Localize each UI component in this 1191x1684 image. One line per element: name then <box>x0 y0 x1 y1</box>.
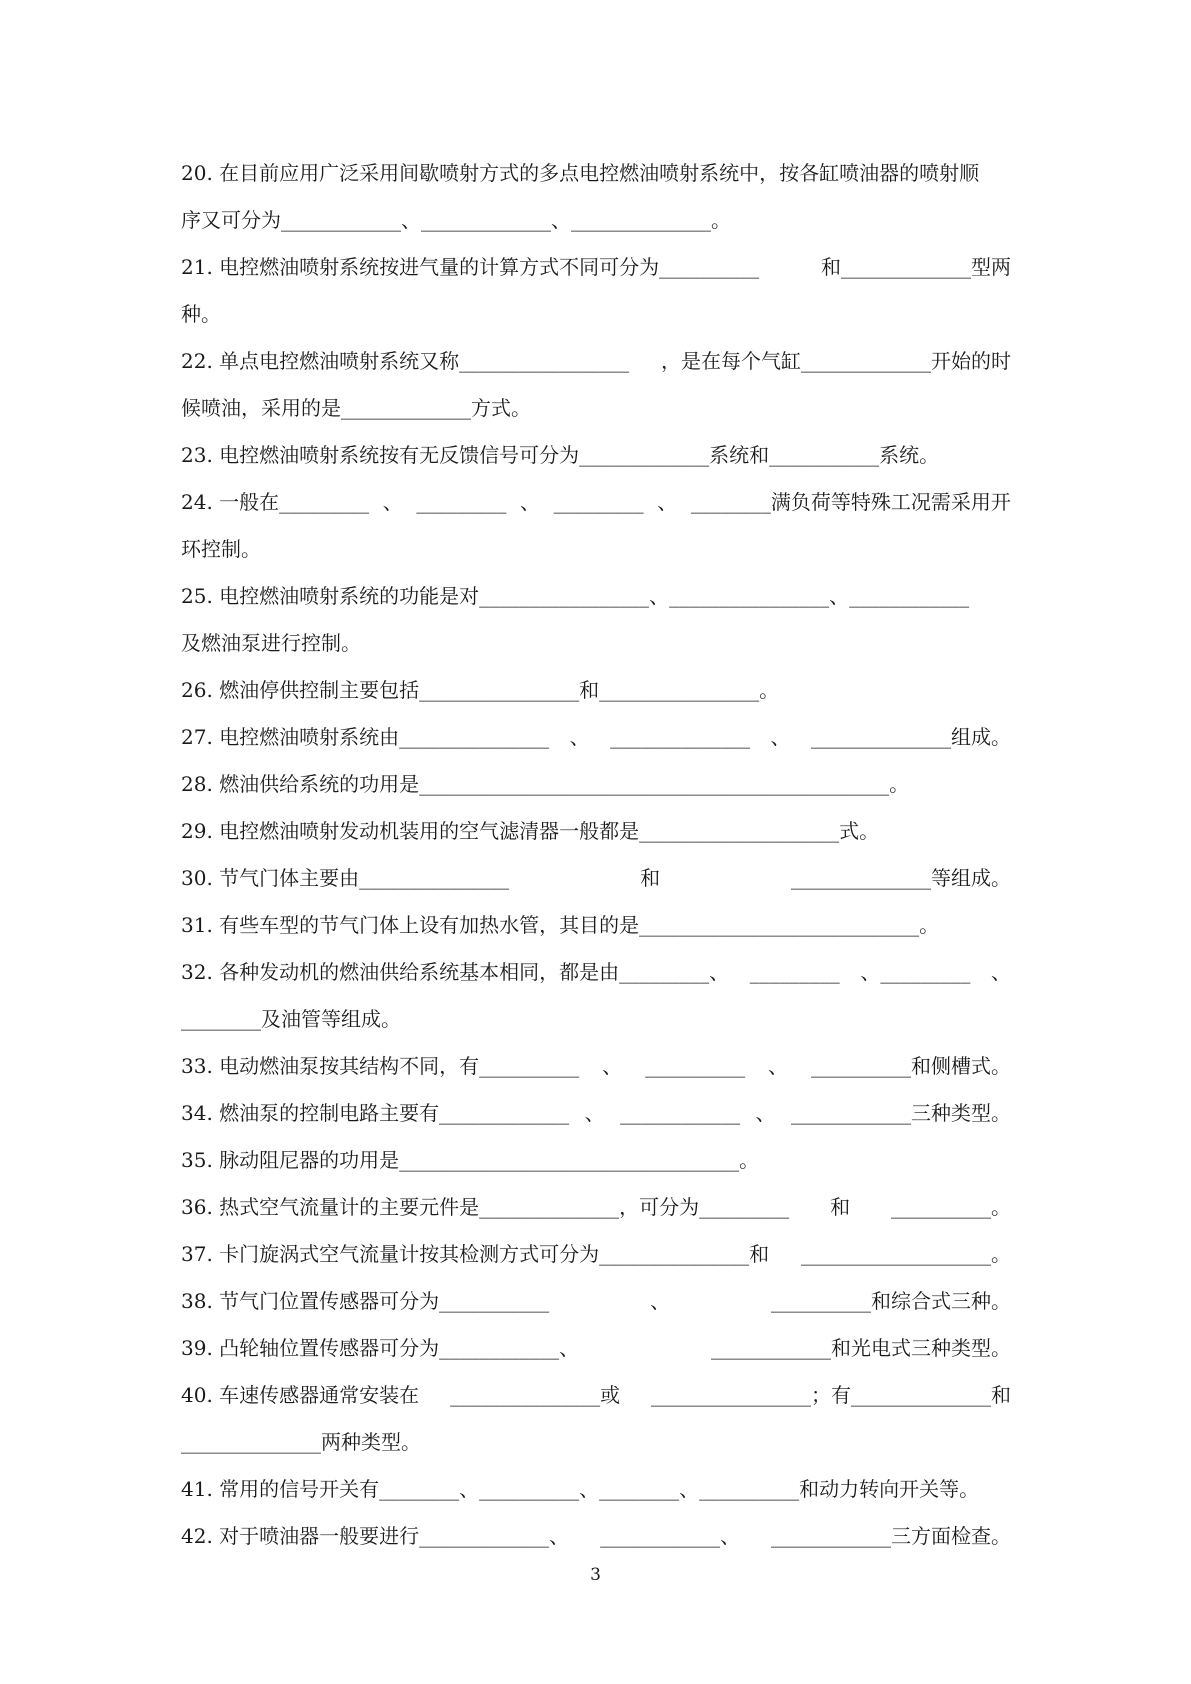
question-item <box>181 479 1011 573</box>
question-text-segment: 、 <box>991 960 1011 984</box>
question-line <box>181 1137 1011 1184</box>
question-text-segment: 及燃油泵进行控制。 <box>181 631 361 655</box>
question-text-segment: ___________________。 <box>801 1242 1011 1266</box>
question-text-segment: 、 <box>770 725 791 749</box>
question-item <box>181 1043 1011 1090</box>
question-text-segment: ________满负荷等特殊工况需采用开 <box>690 490 1011 514</box>
question-text-segment: 、 <box>569 725 590 749</box>
question-text-segment: ______________组成。 <box>810 725 1011 749</box>
question-text-segment: ____________三种类型。 <box>790 1101 1011 1125</box>
question-text-segment: 20. 在目前应用广泛采用间歇喷射方式的多点电控燃油喷射系统中，按各缸喷油器的喷射顺 <box>181 161 980 185</box>
question-item <box>181 761 1011 808</box>
question-text-segment: 和_____________型两 <box>821 255 1011 279</box>
question-line <box>181 573 1011 620</box>
question-item <box>181 432 1011 479</box>
question-item <box>181 855 1011 902</box>
question-text-segment: 23. 电控燃油喷射系统按有无反馈信号可分为_____________系统和___________系统。 <box>181 443 940 467</box>
question-text-segment: 42. 对于喷油器一般要进行_____________、 <box>181 1524 570 1548</box>
question-item <box>181 667 1011 714</box>
question-line <box>181 244 1011 291</box>
question-line <box>181 338 1011 385</box>
question-continuation-line <box>181 620 1011 667</box>
question-continuation-line <box>181 385 1011 432</box>
question-item <box>181 949 1011 1043</box>
question-text-segment: ________________；有______________和 <box>650 1383 1011 1407</box>
question-line <box>181 949 1011 996</box>
question-line <box>181 1466 1011 1513</box>
question-text-segment: 36. 热式空气流量计的主要元件是______________，可分为_________ <box>181 1195 790 1219</box>
question-text-segment: ______________两种类型。 <box>181 1430 421 1454</box>
question-text-segment: ____________三方面检查。 <box>770 1524 1011 1548</box>
question-text-segment: 、 <box>584 1101 605 1125</box>
question-item <box>181 1466 1011 1513</box>
question-item <box>181 808 1011 855</box>
question-item <box>181 1372 1011 1466</box>
page-number: 3 <box>590 1565 601 1585</box>
question-text-segment: 27. 电控燃油喷射系统由_______________ <box>181 725 550 749</box>
question-text-segment: 40. 车速传感器通常安装在 <box>181 1383 420 1407</box>
question-text-segment: 38. 节气门位置传感器可分为___________ <box>181 1289 550 1313</box>
question-text-segment: 35. 脉动阻尼器的功用是__________________________________。 <box>181 1148 760 1172</box>
question-item <box>181 1278 1011 1325</box>
question-continuation-line <box>181 291 1011 338</box>
question-text-segment: __________和侧槽式。 <box>810 1054 1011 1078</box>
question-item <box>181 338 1011 432</box>
question-text-segment: 21. 电控燃油喷射系统按进气量的计算方式不同可分为__________ <box>181 255 760 279</box>
question-line <box>181 1184 1011 1231</box>
question-continuation-line <box>181 1419 1011 1466</box>
question-text-segment: ____________和光电式三种类型。 <box>711 1336 1011 1360</box>
question-line <box>181 1325 1011 1372</box>
question-line <box>181 667 1011 714</box>
question-text-segment: 29. 电控燃油喷射发动机装用的空气滤清器一般都是____________________式。 <box>181 819 880 843</box>
question-text-segment: 28. 燃油供给系统的功用是_______________________________________________。 <box>181 772 910 796</box>
question-text-segment: __________。 <box>890 1195 1011 1219</box>
question-line <box>181 855 1011 902</box>
question-item <box>181 1513 1011 1560</box>
question-text-segment: 环控制。 <box>181 537 261 561</box>
question-continuation-line <box>181 197 1011 244</box>
question-text-segment: ，是在每个气缸_____________开始的时 <box>661 349 1011 373</box>
question-item <box>181 1090 1011 1137</box>
question-line <box>181 1043 1011 1090</box>
question-text-segment: 31. 有些车型的节气门体上设有加热水管，其目的是____________________________。 <box>181 913 940 937</box>
question-text-segment: 24. 一般在_________ <box>181 490 370 514</box>
question-text-segment: 候喷油，采用的是_____________方式。 <box>181 396 531 420</box>
question-text-segment: 30. 节气门体主要由_______________ <box>181 866 510 890</box>
question-text-segment: 、 <box>755 1101 776 1125</box>
question-text-segment: 和 <box>830 1195 851 1219</box>
question-item <box>181 1325 1011 1372</box>
question-line <box>181 150 1011 197</box>
question-line <box>181 1231 1011 1278</box>
question-text-segment: _________ <box>553 490 644 514</box>
question-text-segment: ______________等组成。 <box>790 866 1011 890</box>
question-text-segment: 、 <box>650 1289 671 1313</box>
question-text-segment: 、 <box>602 1054 623 1078</box>
question-text-segment: 37. 卡门旋涡式空气流量计按其检测方式可分为_______________和 <box>181 1242 770 1266</box>
question-text-segment: 、 <box>657 490 678 514</box>
question-line <box>181 761 1011 808</box>
question-list <box>181 150 1011 1560</box>
question-text-segment: ____________ <box>620 1101 741 1125</box>
question-text-segment: __________和综合式三种。 <box>770 1289 1011 1313</box>
question-line <box>181 714 1011 761</box>
question-line <box>181 432 1011 479</box>
question-text-segment: 种。 <box>181 302 221 326</box>
question-line <box>181 1513 1011 1560</box>
question-line <box>181 808 1011 855</box>
question-line <box>181 479 1011 526</box>
question-text-segment: 22. 单点电控燃油喷射系统又称_________________ <box>181 349 630 373</box>
question-text-segment: _________ <box>749 960 840 984</box>
question-line <box>181 902 1011 949</box>
question-text-segment: 34. 燃油泵的控制电路主要有_____________ <box>181 1101 570 1125</box>
question-continuation-line <box>181 996 1011 1043</box>
question-text-segment: 33. 电动燃油泵按其结构不同，有__________ <box>181 1054 580 1078</box>
question-item <box>181 1184 1011 1231</box>
question-text-segment: _________ <box>416 490 507 514</box>
question-text-segment: 39. 凸轮轴位置传感器可分为____________、 <box>181 1336 580 1360</box>
question-item <box>181 573 1011 667</box>
question-line <box>181 1090 1011 1137</box>
question-text-segment: ________及油管等组成。 <box>181 1007 401 1031</box>
question-text-segment: 、 <box>520 490 541 514</box>
question-text-segment: 41. 常用的信号开关有________、__________、________、__________和动力转向开关等。 <box>181 1477 980 1501</box>
question-text-segment: 、 <box>382 490 403 514</box>
question-line <box>181 1278 1011 1325</box>
question-text-segment: _______________或 <box>450 1383 621 1407</box>
question-item <box>181 902 1011 949</box>
question-text-segment: ____________、 <box>600 1524 741 1548</box>
question-text-segment: 、 <box>768 1054 789 1078</box>
question-text-segment: 、_________ <box>860 960 971 984</box>
question-continuation-line <box>181 526 1011 573</box>
question-text-segment: 和 <box>640 866 661 890</box>
question-text-segment: 32. 各种发动机的燃油供给系统基本相同，都是由_________、 <box>181 960 730 984</box>
question-text-segment: 25. 电控燃油喷射系统的功能是对_________________、________________、____________ <box>181 584 970 608</box>
question-text-segment: 26. 燃油停供控制主要包括________________和________________。 <box>181 678 780 702</box>
question-text-segment: 序又可分为____________、_____________、______________。 <box>181 208 731 232</box>
question-item <box>181 1137 1011 1184</box>
question-line <box>181 1372 1011 1419</box>
question-item <box>181 150 1011 244</box>
question-item <box>181 1231 1011 1278</box>
question-item <box>181 714 1011 761</box>
question-item <box>181 244 1011 338</box>
question-text-segment: ______________ <box>610 725 751 749</box>
question-text-segment: __________ <box>645 1054 746 1078</box>
